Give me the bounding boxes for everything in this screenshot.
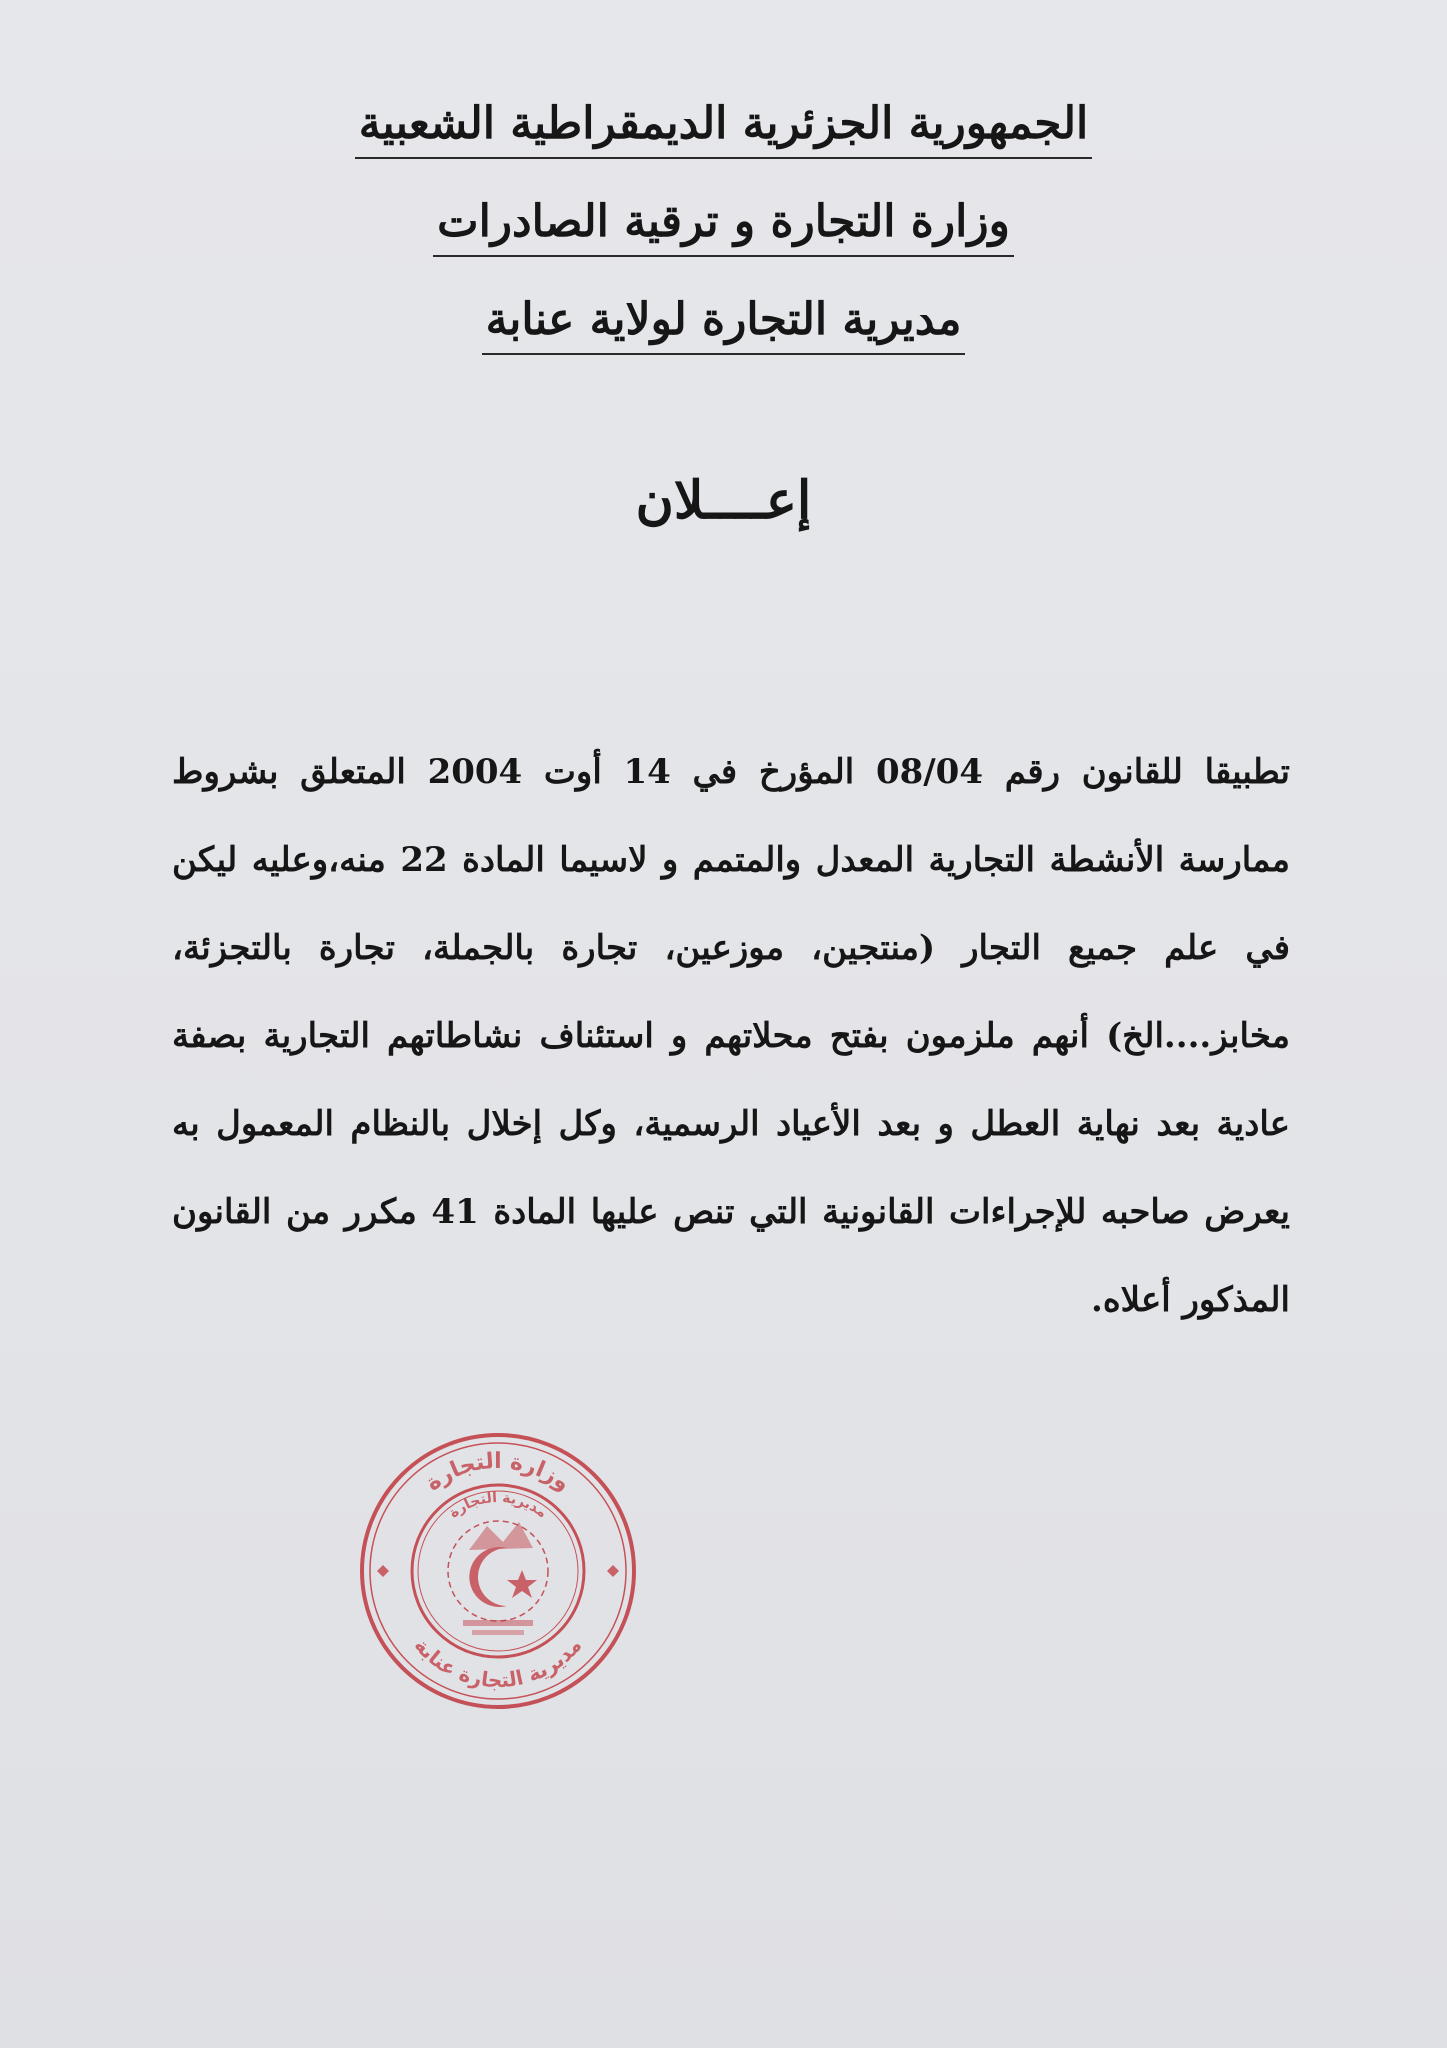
letterhead xyxy=(0,95,1447,389)
stamp-seal-icon xyxy=(357,1430,639,1712)
official-stamp xyxy=(357,1430,639,1712)
letterhead-line-directorate xyxy=(0,291,1447,389)
republic-name: الجمهورية الجزئرية الديمقراطية الشعبية xyxy=(355,95,1093,159)
stamp-bottom-text: مديرية التجارة عنابة xyxy=(409,1633,587,1693)
stamp-inner-text: مديرية التجارة xyxy=(446,1489,550,1522)
ministry-name: وزارة التجارة و ترقية الصادرات xyxy=(433,193,1014,257)
letterhead-line-ministry xyxy=(0,193,1447,291)
announcement-body: تطبيقا للقانون رقم 08/04 المؤرخ في 14 أوت 2004 المتعلق بشروط ممارسة الأنشطة التجارية المعدل والمتمم و لاسيما المادة 22 منه،وعليه ليكن في علم جميع التجار (منتجين، موزعين، تجارة بالجملة، تجارة بالتجزئة، مخابز....الخ) أنهم ملزمون بفتح محلاتهم و استئناف نشاطاتهم التجارية بصفة عادية بعد نهاية العطل و بعد الأعياد الرسمية، وكل إخلال بالنظام المعمول به يعرض صاحبه للإجراءات القانونية التي تنص عليها المادة 41 مكرر من القانون المذكور أعلاه. xyxy=(172,752,1291,1320)
svg-text:وزارة التجارة xyxy=(421,1449,574,1496)
announcement-title: إعــــلان xyxy=(635,470,812,531)
directorate-name: مديرية التجارة لولاية عنابة xyxy=(482,291,966,355)
letterhead-line-republic xyxy=(0,95,1447,193)
stamp-outer-text: وزارة التجارة xyxy=(421,1448,575,1497)
